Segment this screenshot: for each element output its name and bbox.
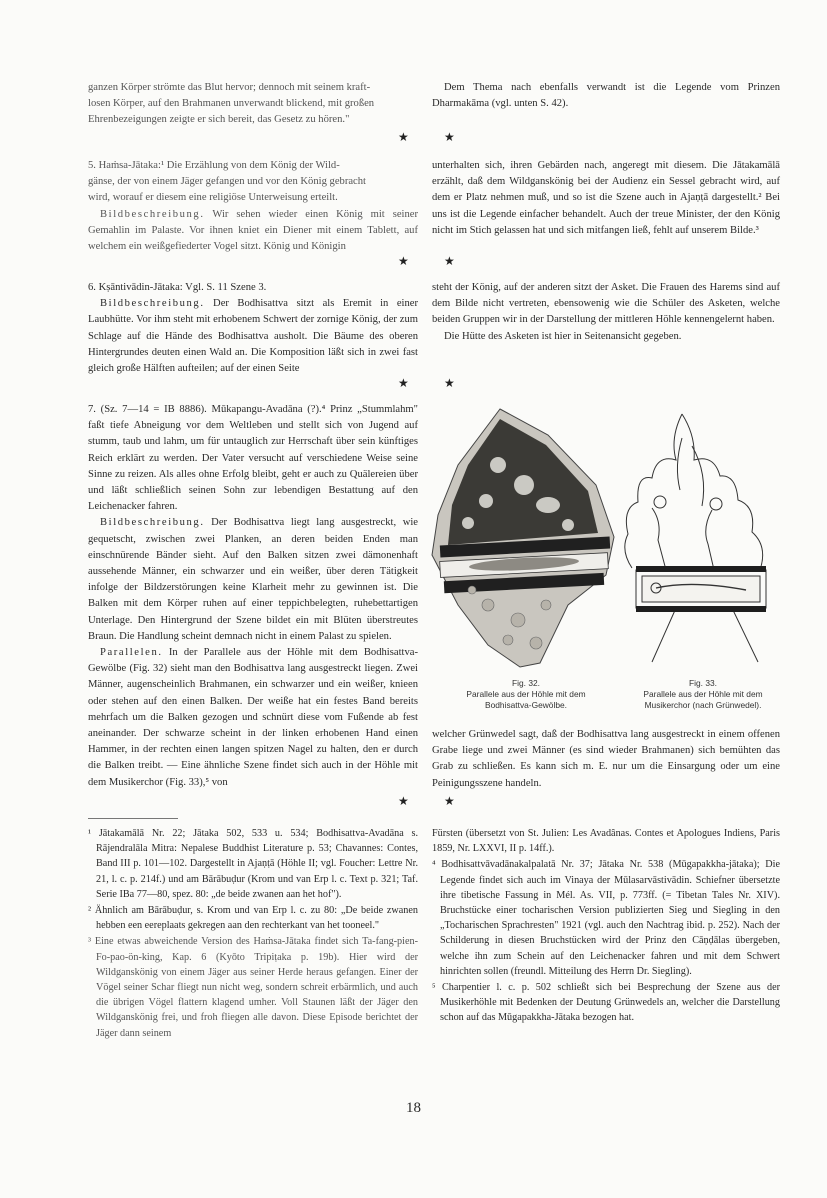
figure-32-caption <box>436 678 616 711</box>
figure-32-image <box>428 405 618 675</box>
caption-line: Parallele aus der Höhle mit dem <box>643 689 763 699</box>
figure-33-caption <box>618 678 788 711</box>
paragraph: steht der König, auf der anderen sitzt der Asket. Die Frauen des Harems sind auf dem Bilde nicht vertreten, ebensowenig wie die Schüler des Asketen, welche beiden Gruppen wir in der Darstellung der mittleren Höhle kennengelernt haben. <box>432 282 780 326</box>
text-line: ganzen Körper strömte das Blut hervor; dennoch mit seinem kraft- <box>88 82 371 93</box>
figure-label: Fig. 33. <box>689 678 717 688</box>
left-block-1 <box>88 80 418 129</box>
footnote: ¹ Jātakamālā Nr. 22; Jātaka 502, 533 u. 534; Bodhisattva-Avadāna s. Rājendralāla Mitra: Nepalese Buddhist Literature p. 53; Chavannes: Contes, Band III p. 101—102. Dargestellt in Ajaṇṭā (Höhle II; vgl. Foucher: Lettre Nr. 21, l. c. p. 214f.) und am Bārābuḍur (Krom und van Erp l. c. Text p. 321; Taf. Serie IBa 77—80, spez. 80: „de beide zwanen aan het hof"). <box>88 828 418 900</box>
footnote: ⁵ Charpentier l. c. p. 502 schließt sich bei Besprechung der Szene aus der Musikerhöhle mit Bedenken der Deutung Grünwedels an, welcher die Darstellung schon auf das Mūgapakkha-Jātaka bezogen hat. <box>432 982 780 1024</box>
section-star: ★ <box>398 130 409 144</box>
paragraph: Der Bodhisattva sitzt als Eremit in einer Laubhütte. Vor ihm steht mit erhobenem Schwert der zornige König, der zum Schlage auf die Hände des Bodhisattva ausholt. Die Bäume des oberen Hintergrundes deuten einen Wald an. Die Komposition läßt sich in zwei fast gleich große Hälften aufteilen; auf der einen Seite <box>88 298 418 375</box>
paragraph: unterhalten sich, ihren Gebärden nach, angeregt mit diesem. Die Jātakamālā erzählt, daß dem Wildganskönig bei der Audienz ein Sessel gebracht wird, auf dem er Platz nehmen muß, und so ist die Szene auch in Ajaṇṭā dargestellt.² Bei uns ist die Legende einfacher behandelt. Auch der treue Minister, der den König nicht im Stich gelassen hat und sich mitfangen ließ, fehlt auf unserem Bilde.³ <box>432 160 780 236</box>
section-star: ★ <box>398 376 409 390</box>
section-label: Bildbeschreibung. <box>100 208 205 220</box>
left-block-2 <box>88 158 418 255</box>
paragraph: welcher Grünwedel sagt, daß der Bodhisattva lang ausgestreckt in einem offenen Grabe liege und zwei Männer (es sind wieder Brahmanen) sich bemühten das Grab zu schließen. Es kann sich m. E. nur um die Einsargung oder um eine Peinigungsszene handeln. <box>432 729 780 789</box>
paragraph: In der Parallele aus der Höhle mit dem Bodhisattva-Gewölbe (Fig. 32) sieht man den Bodhisattva lang ausgestreckt liegen. Zwei Männer, augenscheinlich Brahmanen, ein schwarzer und ein weißer, knieen oder stehen auf den einen Balken. Der weiße hat ein festes Band bereits mehrfach um die Balken gezogen und schnürt diese vom Fußende ab fest aneinander. Der schwarze scheint in der linken erhobenen Hand einen Hammer, in der rechten einen langen spitzen Nagel zu halten, den er durch die Balken treibt. — Eine ähnliche Szene findet sich auch in der Höhle mit dem Musikerchor (Fig. 33),⁵ von <box>88 647 418 788</box>
text-line: gänse, der von einem Jäger gefangen und vor den König gebracht <box>88 176 366 188</box>
right-block-4 <box>432 727 780 792</box>
footnote: ⁴ Bodhisattvāvadānakalpalatā Nr. 37; Jātaka Nr. 538 (Mūgapakkha-jātaka); Die Legende findet sich auch im Vinaya der Mūlasarvāstivādin. Schiefner übersetzte ihre tibetische Fassung in Mél. As. VII, p. 773ff. (= Tibetan Tales Nr. XIV). Bruchstücke einer tocharischen Version publizierten Sieg und Siegling in den „Tocharischen Sprachresten" 1921 (vgl. auch den Nachtrag ibid. p. 252). Nach der Schilderung in diesen Bruchstücken wird der Prinz den Cāṇḍālas übergeben, welche ihn zum Schein auf den Leichenacker fahren und mit dem Schwert hinrichten sollen (freundl. Mitteilung des Herrn Dr. Siegling). <box>432 859 780 977</box>
section-star: ★ <box>398 794 409 808</box>
section-star: ★ <box>444 130 455 144</box>
text-line: Ehrenbezeigungen zeigte er sich bereit, das Gesetz zu hören." <box>88 114 350 126</box>
footnote: ² Ähnlich am Bārābuḍur, s. Krom und van Erp l. c. zu 80: „De beide zwanen hebben een eereplaats gekregen aan den rechterkant van het tooneel." <box>88 905 418 932</box>
caption-line: Parallele aus der Höhle mit dem <box>466 689 586 699</box>
section-star: ★ <box>444 794 455 808</box>
page-number: 18 <box>406 1100 421 1116</box>
footnote: Fürsten (übersetzt von St. Julien: Les Avadânas. Contes et Apologues Indiens, Paris 1859, Nr. LXXVI, II p. 14ff.). <box>432 828 780 855</box>
section-heading: 7. (Sz. 7—14 = IB 8886). Mūkapangu-Avadāna (?).⁴ Prinz „Stummlahm" faßt tiefe Abneigung vor dem Weltleben und stellt sich von Jugend auf stumm, taub und lahm, um für untauglich zur Herrschaft über sein künftiges Reich erklärt zu werden. Der Vater versucht auf verschiedene Weise seine Sinne zu reizen. Als alles ohne Erfolg bleibt, geht er auch zu Quälereien über und läßt schließlich seinen Sohn zur lebendigen Bestattung auf den Leichenacker fahren. <box>88 404 418 513</box>
section-label: Bildbeschreibung. <box>100 298 205 310</box>
paragraph: Der Bodhisattva liegt lang ausgestreckt, wie gequetscht, zwischen zwei Planken, an deren beiden Enden man einschnürende Bänder sieht. Auf den Balken sitzen zwei dämonenhaft aussehende Männer, ein schwarzer und ein weißer, über deren Tätigkeit infolge der Bildzerstörungen keine Klarheit mehr zu gewinnen ist. Die Balken mit dem Körper ruhen auf einer teppichbelegten, ruhebettartigen Unterlage. Den Hintergrund der Szene bildet ein mit Blüten überstreutes Braun. Die Handlung scheint demnach nicht in einem Palast zu spielen. <box>88 517 418 642</box>
section-heading: 6. Kṣāntivādin-Jātaka: Vgl. S. 11 Szene 3. <box>88 282 267 293</box>
paragraph: Wir sehen wieder einen König mit seiner Gemahlin im Palaste. Vor ihnen kniet ein Diener mit einem Tablett, auf welchem ein weißgefiederter Vogel sitzt. König und Königin <box>88 208 418 253</box>
right-block-2 <box>432 158 780 239</box>
footnote: ³ Eine etwas abweichende Version des Haṁsa-Jātaka findet sich Ta-fang-pien-Fo-pao-ön-king, Kap. 6 (Kyōto Tripiṭaka p. 19b). Hier wird der Wildganskönig von einem Jäger aus seiner Herde heraus gefangen. Einer der Vögel seiner Schar fliegt nun nicht weg, sondern schreit erbärmlich, und auch die übrigen Vögel flattern klagend umher. Voll Staunen läßt der Jäger den Wildganskönig frei, und froh fliegen alle davon. Diese Episode berichtet der Jäger dann seinem <box>88 936 418 1039</box>
section-label: Bildbeschreibung. <box>100 517 205 529</box>
section-star: ★ <box>444 254 455 268</box>
text-line: losen Körper, auf den Brahmanen unverwandt blickend, mit großen <box>88 98 375 110</box>
figure-label: Fig. 32. <box>512 678 540 688</box>
right-block-3 <box>432 280 780 345</box>
paragraph: Dem Thema nach ebenfalls verwandt ist die Legende vom Prinzen Dharmakāma (vgl. unten S. 42). <box>432 82 780 110</box>
paragraph: Die Hütte des Asketen ist hier in Seitenansicht gegeben. <box>444 330 682 342</box>
section-heading: 5. Haṁsa-Jātaka:¹ Die Erzählung von dem König der Wild- <box>88 160 340 171</box>
section-star: ★ <box>398 254 409 268</box>
right-block-1 <box>432 80 780 112</box>
footnotes-left <box>88 826 418 1042</box>
section-label: Parallelen. <box>100 647 163 659</box>
figure-33-image <box>622 410 784 680</box>
footnote-rule <box>88 818 178 819</box>
text-line: wird, worauf er diesem eine religiöse Unterweisung erteilt. <box>88 192 338 204</box>
caption-line: Musikerchor (nach Grünwedel). <box>644 700 762 710</box>
caption-line: Bodhisattva-Gewölbe. <box>485 700 567 710</box>
left-block-4 <box>88 402 418 791</box>
left-block-3 <box>88 280 418 377</box>
footnotes-right <box>432 826 780 1027</box>
section-star: ★ <box>444 376 455 390</box>
